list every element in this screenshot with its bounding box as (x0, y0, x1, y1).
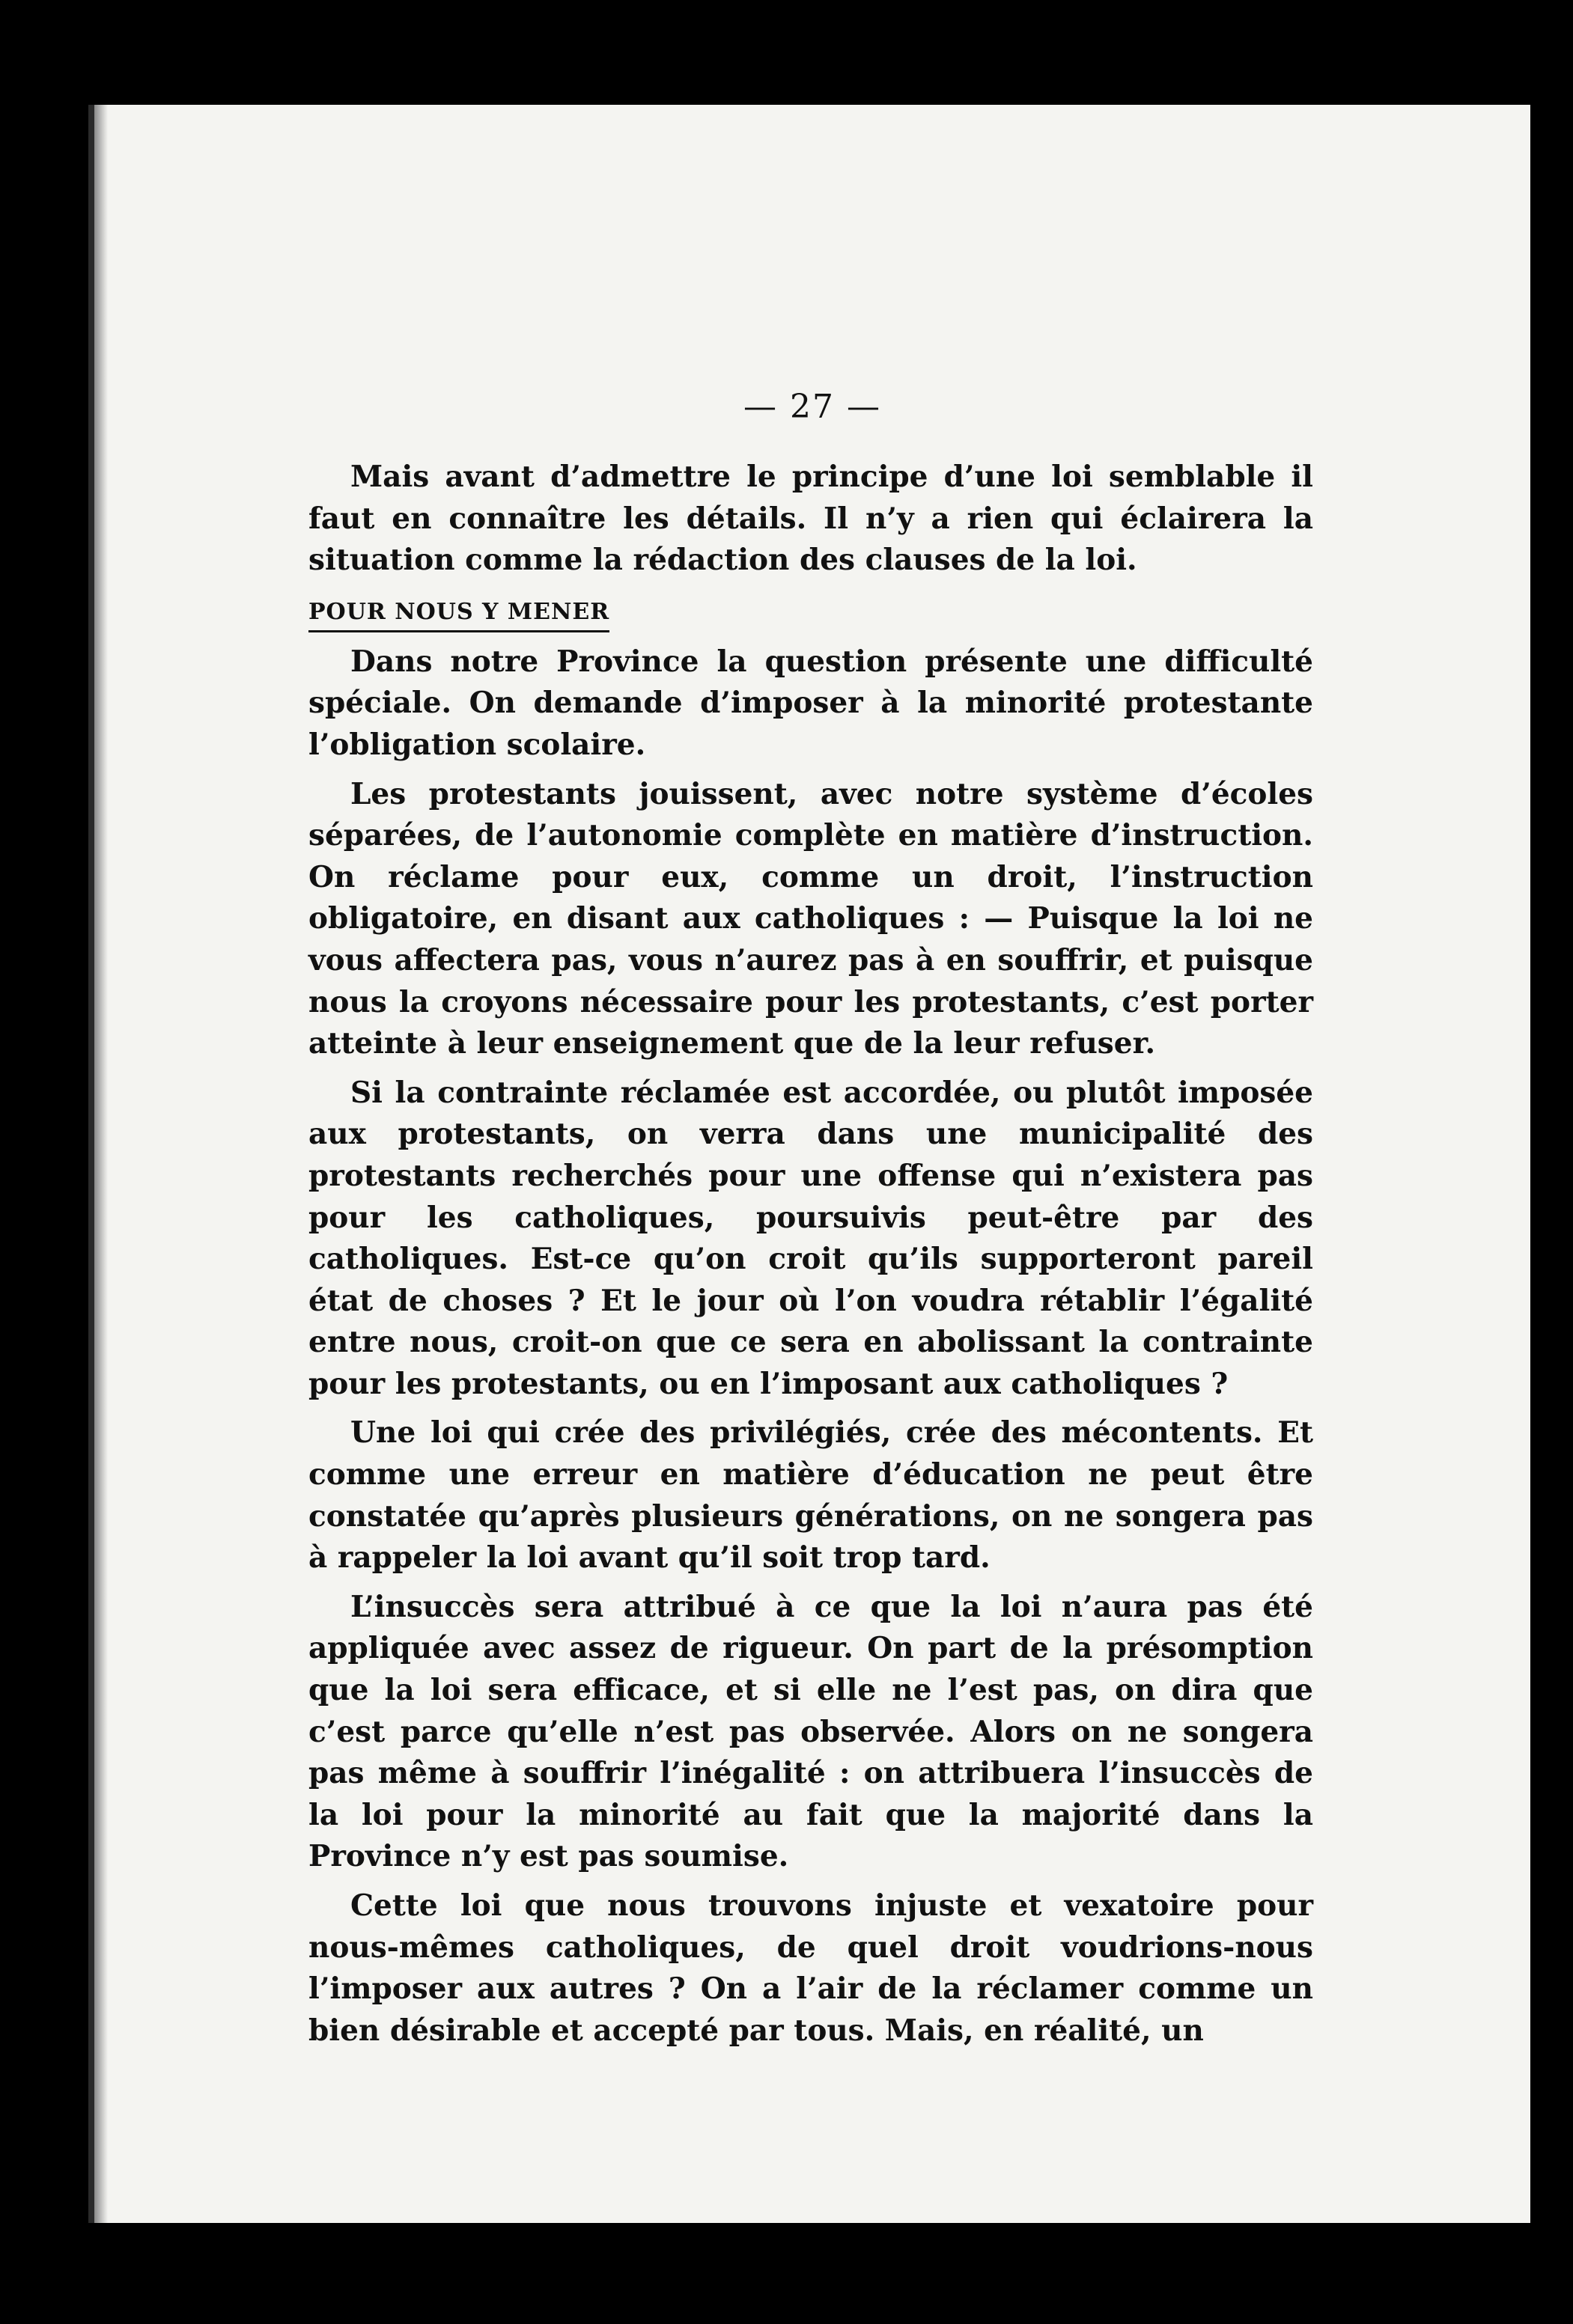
paragraph: Cette loi que nous trouvons injuste et vexatoire pour nous-mêmes catholiques, de quel droit voudrions-nous l’imposer aux autres ? On a l’air de la réclamer comme un bien désirable et accepté par tous. Mais, en réalité, un (308, 1888, 1313, 2048)
paragraph: Une loi qui crée des privilégiés, crée des mécontents. Et comme une erreur en matière d’éducation ne peut être constatée qu’après plusieurs générations, on ne songera pas à rappeler la loi avant qu’il soit trop tard. (308, 1415, 1313, 1576)
section-heading: POUR NOUS Y MENER (308, 596, 609, 632)
paragraph: L’insuccès sera attribué à ce que la loi n’aura pas été appliquée avec assez de rigueur. On part de la présomption que la loi sera efficace, et si elle ne l’est pas, on dira que c’est parce qu’elle n’est pas observée. Alors on ne songera pas même à souffrir l’inégalité : on attribuera l’insuccès de la loi pour la minorité au fait que la majorité dans la Province n’y est pas soumise. (308, 1589, 1313, 1874)
page-number: — 27 — (743, 388, 881, 426)
paragraph: Mais avant d’admettre le principe d’une loi semblable il faut en connaître les détails. Il n’y a rien qui éclairera la situation comme la rédaction des clauses de la loi. (308, 460, 1313, 578)
document-page (88, 105, 1530, 2223)
paragraph: Les protestants jouissent, avec notre système d’écoles séparées, de l’autonomie complète en matière d’instruction. On réclame pour eux, comme un droit, l’instruction obligatoire, en disant aux catholiques : — Puisque la loi ne vous affectera pas, vous n’aurez pas à en souffrir, et puisque nous la croyons nécessaire pour les protestants, c’est porter atteinte à leur enseignement que de la leur refuser. (308, 776, 1313, 1061)
body-text (308, 457, 1313, 2059)
paragraph: Si la contrainte réclamée est accordée, ou plutôt imposée aux protestants, on verra dans une municipalité des protestants recherchés pour une offense qui n’existera pas pour les catholiques, poursuivis peut-être par des catholiques. Est-ce qu’on croit qu’ils supporteront pareil état de choses ? Et le jour où l’on voudra rétablir l’égalité entre nous, croit-on que ce sera en abolissant la contrainte pour les protestants, ou en l’imposant aux catholiques ? (308, 1075, 1313, 1401)
paragraph: Dans notre Province la question présente une difficulté spéciale. On demande d’imposer à la minorité protestante l’obligation scolaire. (308, 644, 1313, 762)
